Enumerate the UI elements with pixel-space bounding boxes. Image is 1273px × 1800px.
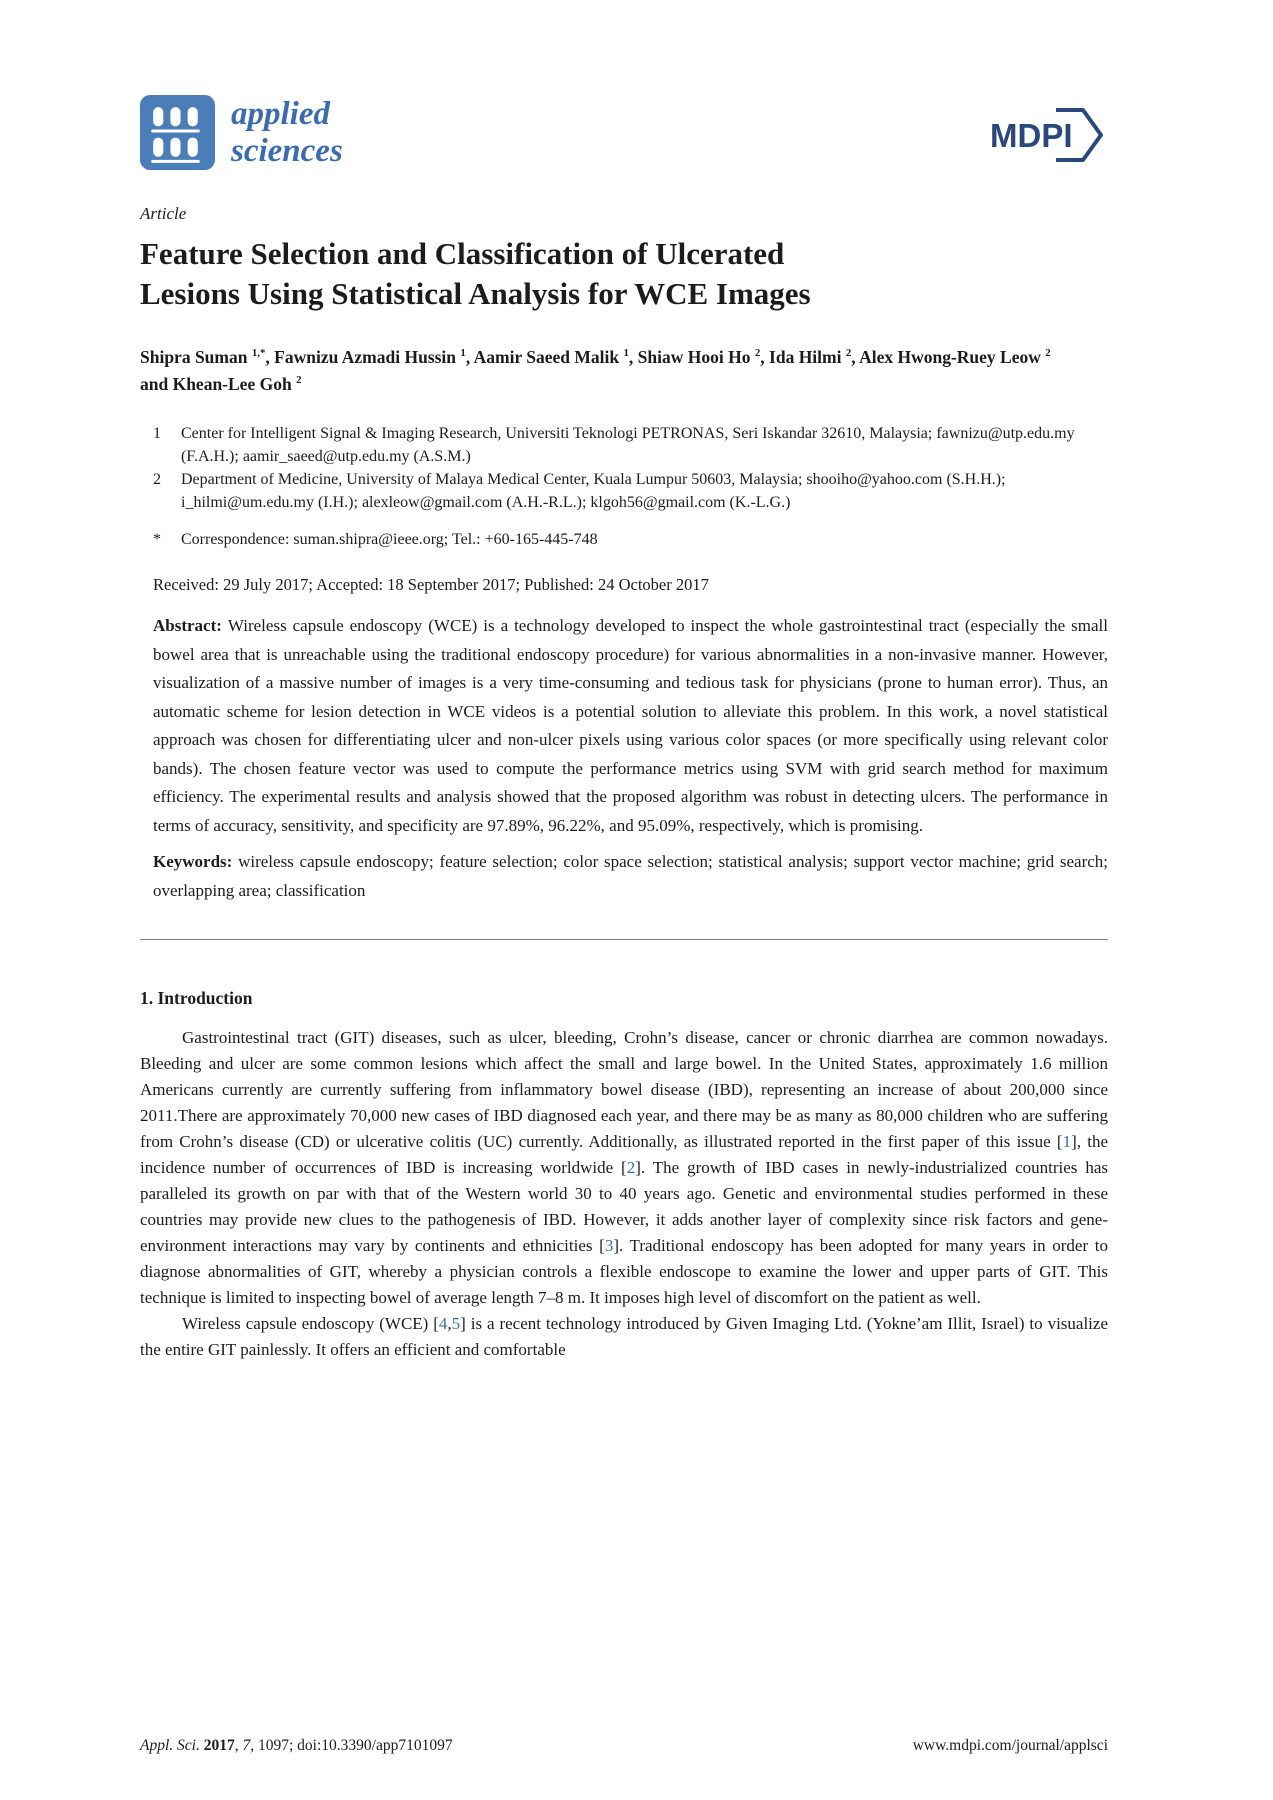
journal-name-line2: sciences — [231, 132, 343, 169]
text-segment: , Alex Hwong-Ruey Leow — [851, 347, 1046, 367]
text-segment: , — [234, 1737, 243, 1754]
text-segment: 2017 — [203, 1737, 235, 1754]
text-segment: , 1097; doi:10.3390/app7101097 — [250, 1737, 453, 1754]
text-segment: 1 — [623, 347, 629, 360]
paper-title — [140, 234, 1108, 314]
text-segment: 7 — [242, 1737, 251, 1754]
text-segment: wireless capsule endoscopy; feature selection; color space selection; statistical analysis; support vector machine; grid search; overlapping area; classification — [153, 852, 1109, 900]
text-segment: ]. Traditional endoscopy has been adopted for many years in order to diagnose abnormalities of GIT, whereby a physician controls a flexible endoscope to examine the lower and upper parts of GIT. This technique is limited to inspecting bowel of average length 7–8 m. It imposes high level of discomfort on the patient as well. — [140, 1236, 1108, 1307]
citation-link[interactable]: 1 — [1062, 1132, 1072, 1151]
dates-line: Received: 29 July 2017; Accepted: 18 September 2017; Published: 24 October 2017 — [153, 575, 709, 594]
text-segment: ] is a recent technology introduced by Given Imaging Ltd. (Yokne’am Illit, Israel) to visualize the entire GIT painlessly. It offers an efficient and comfortable — [140, 1314, 1108, 1359]
intro-paragraph-1 — [140, 1025, 1108, 1311]
text-segment: Shipra Suman — [140, 347, 252, 367]
text-segment: Abstract: — [153, 616, 228, 635]
text-segment: Keywords: — [153, 852, 239, 871]
text-segment: Wireless capsule endoscopy (WCE) [ — [182, 1314, 439, 1333]
text-segment: 2 — [845, 347, 852, 360]
section-heading-introduction: 1. Introduction — [140, 988, 253, 1008]
section-divider — [140, 939, 1108, 940]
text-segment: ]. The growth of IBD cases in newly-industrialized countries has paralleled its growth on par with that of the Western world 30 to 40 years ago. Genetic and environmental studies performed in these countries may provide new clues to the pathogenesis of IBD. However, it adds another layer of complexity since risk factors and gene-environment interactions may vary by continents and ethnicities [ — [140, 1158, 1109, 1255]
text-segment: and Khean-Lee Goh — [140, 374, 297, 394]
citation-link[interactable]: 2 — [626, 1158, 636, 1177]
text-segment: Gastrointestinal tract (GIT) diseases, such as ulcer, bleeding, Crohn’s disease, cancer or chronic diarrhea are common nowadays. Bleeding and ulcer are some common lesions which affect the small and large bowel. In the United States, approximately 1.6 million Americans currently are currently suffering from inflammatory bowel disease (IBD), representing an increase of about 200,000 since 2011.There are approximately 70,000 new cases of IBD diagnosed each year, and there may be as many as 80,000 children who are suffering from Crohn’s disease (CD) or ulcerative colitis (UC) currently. Additionally, as illustrated reported in the first paper of this issue [ — [140, 1028, 1108, 1151]
correspondence-marker: * — [153, 531, 161, 548]
mdpi-logo — [988, 103, 1108, 167]
correspondence-item — [153, 528, 1108, 551]
text-segment: , Aamir Saeed Malik — [465, 347, 624, 367]
text-segment: Appl. Sci. — [140, 1737, 204, 1754]
article-type-label: Article — [140, 204, 187, 223]
affiliation-text: Department of Medicine, University of Malaya Medical Center, Kuala Lumpur 50603, Malaysia; shooiho@yahoo.com (S.H.H.); i_hilmi@um.edu.my (I.H.); alexleow@gmail.com (A.H.-R.L.); klgoh56@gmail.com (K.-L.G.) — [181, 471, 1006, 511]
journal-name-line1: applied — [231, 95, 330, 132]
applied-sciences-logo-icon — [140, 95, 215, 170]
journal-logo — [140, 95, 343, 170]
citation-link[interactable]: 4 — [438, 1314, 448, 1333]
correspondence-text: Correspondence: suman.shipra@ieee.org; Tel.: +60-165-445-748 — [181, 531, 598, 548]
citation-link[interactable]: 3 — [604, 1236, 614, 1255]
affiliation-item-2 — [153, 468, 1108, 514]
text-segment: 1,* — [251, 347, 266, 360]
text-segment: , Ida Hilmi — [760, 347, 846, 367]
text-segment: , Shiaw Hooi Ho — [628, 347, 755, 367]
text-segment: 2 — [754, 347, 761, 360]
affiliation-text: Center for Intelligent Signal & Imaging Research, Universiti Teknologi PETRONAS, Seri Iskandar 32610, Malaysia; fawnizu@utp.edu.my (F.A.H.); aamir_saeed@utp.edu.my (A.S.M.) — [181, 425, 1075, 465]
text-segment: 2 — [1045, 347, 1051, 360]
journal-url[interactable]: www.mdpi.com/journal/applsci — [912, 1737, 1108, 1754]
abstract-paragraph — [153, 612, 1108, 840]
text-segment: Wireless capsule endoscopy (WCE) is a technology developed to inspect the whole gastrointestinal tract (especially the small bowel area that is unreachable using the traditional endoscopy procedure) for various abnormalities in a non-invasive manner. However, visualization of a massive number of images is a very time-consuming and tedious task for physicians (prone to human error). Thus, an automatic scheme for lesion detection in WCE videos is a potential solution to alleviate this problem. In this work, a novel statistical approach was chosen for differentiating ulcer and non-ulcer pixels using various color spaces (or more specifically using relevant color bands). The chosen feature vector was used to compute the performance metrics using SVM with grid search method for maximum efficiency. The experimental results and analysis showed that the proposed algorithm was robust in detecting ulcers. The performance in terms of accuracy, sensitivity, and specificity are 97.89%, 96.22%, and 95.09%, respectively, which is promising. — [153, 616, 1109, 835]
affiliation-item-1 — [153, 422, 1108, 468]
page-header — [140, 95, 1108, 170]
paper-title-line1: Feature Selection and Classification of Ulcerated — [140, 236, 785, 271]
journal-citation — [140, 1736, 453, 1756]
paper-title-line2: Lesions Using Statistical Analysis for WCE Images — [140, 276, 811, 311]
text-segment: , Fawnizu Azmadi Hussin — [265, 347, 461, 367]
mdpi-logo-text: MDPI — [990, 117, 1073, 154]
journal-name — [231, 96, 343, 170]
citation-link[interactable]: 5 — [451, 1314, 461, 1333]
text-segment: 1 — [460, 347, 466, 360]
affiliation-marker: 1 — [153, 425, 161, 442]
page-footer — [140, 1736, 1108, 1756]
intro-paragraph-2 — [140, 1311, 1108, 1363]
authors-line — [140, 344, 1080, 398]
keywords-paragraph — [153, 848, 1108, 905]
text-segment: 2 — [296, 374, 302, 387]
affiliation-marker: 2 — [153, 471, 161, 488]
text-segment: , — [447, 1314, 452, 1333]
text-segment: ], the incidence number of occurrences of IBD is increasing worldwide [ — [140, 1132, 1108, 1177]
front-matter — [153, 422, 1108, 905]
